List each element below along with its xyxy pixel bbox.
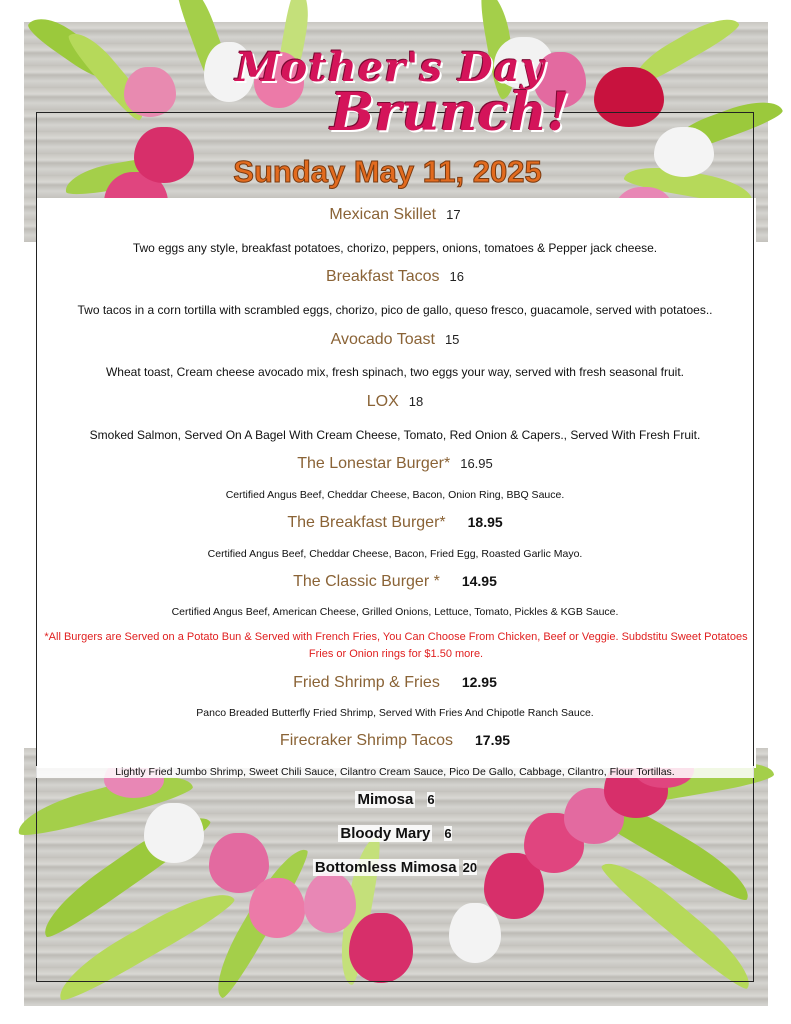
menu-item-price: 17: [446, 207, 461, 222]
menu-item-description: Certified Angus Beef, Cheddar Cheese, Bacon, Fried Egg, Roasted Garlic Mayo.: [207, 548, 583, 560]
menu-item-title: [36, 393, 754, 411]
title-line-1: Mother's Day: [235, 44, 545, 91]
tulip-photo-bottom: [24, 748, 768, 1006]
menu-item-name: Mexican Skillet: [329, 206, 437, 223]
menu-item-name: Avocado Toast: [330, 331, 435, 348]
menu-item-name: Breakfast Tacos: [325, 268, 440, 285]
title-line-2: Brunch!: [330, 82, 570, 143]
menu-item-name: The Classic Burger *: [293, 573, 440, 590]
menu-item-description: Smoked Salmon, Served On A Bagel With Cream Cheese, Tomato, Red Onion & Capers., Served With Fresh Fruit.: [89, 428, 701, 442]
menu-item-description: Two eggs any style, breakfast potatoes, chorizo, peppers, onions, tomatoes & Pepper jack cheese.: [132, 241, 658, 255]
menu-item-price: 17.95: [475, 732, 511, 748]
burger-note-line-2: Fries or Onion rings for $1.50 more.: [308, 648, 484, 660]
menu-item-price: 16: [449, 269, 464, 284]
menu-item-description: Lightly Fried Jumbo Shrimp, Sweet Chili Sauce, Cilantro Cream Sauce, Pico De Gallo, Cabbage, Cilantro, Flour Tortillas.: [36, 766, 754, 778]
drink-item: [36, 825, 754, 842]
drink-price: 20: [462, 860, 478, 875]
drink-item: [36, 859, 754, 876]
event-date: Sunday May 11, 2025: [233, 154, 542, 189]
menu-item-title: [36, 674, 754, 692]
drink-name: Bottomless Mimosa: [314, 859, 457, 876]
menu-item-title: [36, 331, 754, 349]
menu-item-price: 14.95: [461, 573, 497, 589]
menu-item-title: [36, 455, 754, 473]
menu-item-price: 12.95: [461, 674, 497, 690]
menu-item-description: Panco Breaded Butterfly Fried Shrimp, Served With Fries And Chipotle Ranch Sauce.: [196, 707, 594, 719]
menu-item-title: [36, 732, 754, 750]
menu-item-title: [36, 268, 754, 286]
drink-price: 6: [427, 792, 435, 807]
menu-item-description: Certified Angus Beef, American Cheese, Grilled Onions, Lettuce, Tomato, Pickles & KGB Sauce.: [171, 606, 619, 618]
drink-price: 6: [444, 826, 452, 841]
menu-item-description: Certified Angus Beef, Cheddar Cheese, Bacon, Onion Ring, BBQ Sauce.: [225, 489, 565, 501]
drink-name: Mimosa: [357, 791, 414, 808]
menu-item-description: Two tacos in a corn tortilla with scrambled eggs, chorizo, pico de gallo, queso fresco, guacamole, served with potatoes..: [77, 303, 713, 317]
menu-item-name: LOX: [366, 393, 399, 410]
menu-item-title: [36, 573, 754, 591]
menu-item-price: 18: [408, 394, 424, 409]
menu-item-price: 16.95: [460, 456, 493, 471]
menu-item-price: 15: [444, 332, 460, 347]
menu-item-name: Fried Shrimp & Fries: [293, 674, 440, 691]
menu-item-description: Wheat toast, Cream cheese avocado mix, fresh spinach, two eggs your way, served with fresh seasonal fruit.: [105, 365, 685, 379]
menu-item-title: [36, 206, 754, 224]
drink-item: [36, 791, 754, 808]
drink-name: Bloody Mary: [340, 825, 431, 842]
menu-item-name: Firecraker Shrimp Tacos: [279, 732, 454, 749]
menu-item-name: The Lonestar Burger*: [297, 455, 451, 472]
menu-item-title: [36, 514, 754, 532]
menu-item-name: The Breakfast Burger*: [287, 514, 446, 531]
menu-item-price: 18.95: [467, 514, 503, 530]
burger-note-line-1: *All Burgers are Served on a Potato Bun & Served with French Fries, You Can Choose From Chicken, Beef or Veggie. Subdstitu Sweet Potatoes: [44, 631, 748, 643]
